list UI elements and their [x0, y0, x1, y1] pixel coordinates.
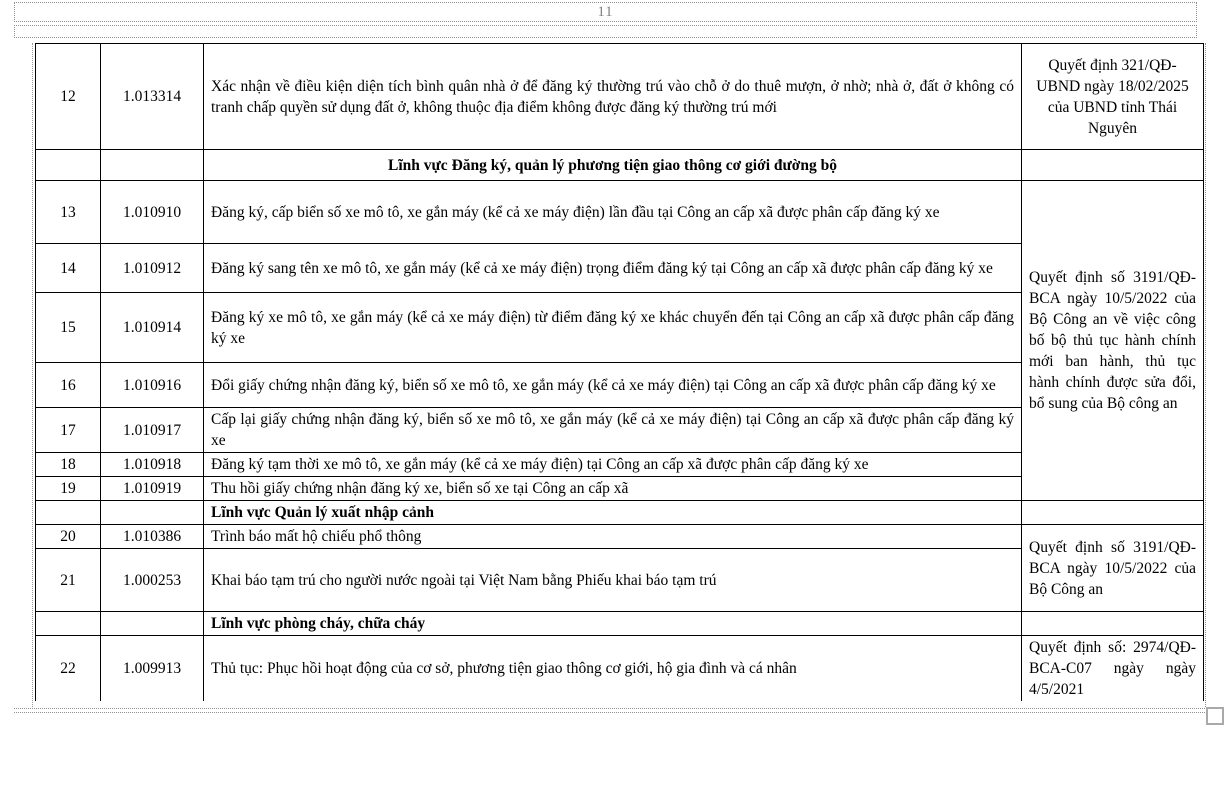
procedure-name-cell: Xác nhận về điều kiện diện tích bình quân nhà ở để đăng ký thường trú vào chỗ ở do thuê mượn, ở nhờ; nhà ở, đất ở không có tranh chấp quyền sử dụng đất ở, không thuộc địa điểm không được đăng ký thường trú mới: [204, 44, 1022, 150]
row-code-cell: 1.010912: [101, 244, 204, 293]
page-header-box: [14, 2, 1197, 22]
table-row: [36, 44, 1204, 150]
row-no-cell: [36, 501, 101, 525]
row-code-cell: 1.013314: [101, 44, 204, 150]
row-no-cell: 21: [36, 549, 101, 612]
text-boundary-left: [32, 43, 33, 709]
row-no-cell: 14: [36, 244, 101, 293]
header-spacer-box: [14, 25, 1197, 38]
procedure-name-cell: Đăng ký tạm thời xe mô tô, xe gắn máy (kể cả xe máy điện) tại Công an cấp xã được phân cấp đăng ký xe: [204, 453, 1022, 477]
legal-ref-cell: Quyết định số 3191/QĐ-BCA ngày 10/5/2022 của Bộ Công an: [1022, 525, 1204, 612]
row-code-cell: 1.000253: [101, 549, 204, 612]
legal-ref-cell: Quyết định số 3191/QĐ-BCA ngày 10/5/2022 của Bộ Công an về việc công bố bộ thủ tục hành chính mới ban hành, thủ tục hành chính được sửa đổi, bổ sung của Bộ công an: [1022, 181, 1204, 501]
procedure-name-cell: Thủ tục: Phục hồi hoạt động của cơ sở, phương tiện giao thông cơ giới, hộ gia đình và cá nhân: [204, 636, 1022, 702]
row-no-cell: 15: [36, 293, 101, 363]
procedure-name-cell: Đăng ký sang tên xe mô tô, xe gắn máy (kể cả xe máy điện) trọng điểm đăng ký tại Công an cấp xã được phân cấp đăng ký xe: [204, 244, 1022, 293]
table-row: [36, 181, 1204, 244]
section-title: Lĩnh vực phòng cháy, chữa cháy: [204, 612, 1022, 636]
row-no-cell: 12: [36, 44, 101, 150]
row-no-cell: 13: [36, 181, 101, 244]
row-code-cell: 1.010914: [101, 293, 204, 363]
legal-ref-cell: [1022, 150, 1204, 181]
text-boundary-bottom: [14, 708, 1205, 713]
procedure-name-cell: Trình báo mất hộ chiếu phổ thông: [204, 525, 1022, 549]
row-no-cell: 16: [36, 363, 101, 408]
section-row: [36, 501, 1204, 525]
row-code-cell: 1.010917: [101, 408, 204, 453]
section-row: [36, 612, 1204, 636]
row-code-cell: [101, 150, 204, 181]
row-code-cell: 1.010919: [101, 477, 204, 501]
table-row: [36, 636, 1204, 702]
table-row: [36, 525, 1204, 549]
row-code-cell: 1.010386: [101, 525, 204, 549]
procedure-name-cell: Đổi giấy chứng nhận đăng ký, biển số xe mô tô, xe gắn máy (kể cả xe máy điện) tại Công an cấp xã được phân cấp đăng ký xe: [204, 363, 1022, 408]
procedure-name-cell: Đăng ký, cấp biển số xe mô tô, xe gắn máy (kể cả xe máy điện) lần đầu tại Công an cấp xã được phân cấp đăng ký xe: [204, 181, 1022, 244]
page-number: 11: [597, 4, 614, 20]
section-row: [36, 150, 1204, 181]
row-no-cell: 17: [36, 408, 101, 453]
procedure-name-cell: Cấp lại giấy chứng nhận đăng ký, biển số xe mô tô, xe gắn máy (kể cả xe máy điện) tại Công an cấp xã được phân cấp đăng ký xe: [204, 408, 1022, 453]
procedure-name-cell: Thu hồi giấy chứng nhận đăng ký xe, biển số xe tại Công an cấp xã: [204, 477, 1022, 501]
row-no-cell: 22: [36, 636, 101, 702]
procedures-table: [35, 43, 1204, 701]
row-code-cell: [101, 612, 204, 636]
row-code-cell: [101, 501, 204, 525]
page-break-marker: [1206, 707, 1224, 725]
row-code-cell: 1.009913: [101, 636, 204, 702]
row-code-cell: 1.010916: [101, 363, 204, 408]
legal-ref-cell: Quyết định 321/QĐ-UBND ngày 18/02/2025 của UBND tỉnh Thái Nguyên: [1022, 44, 1204, 150]
legal-ref-cell: [1022, 612, 1204, 636]
row-no-cell: 19: [36, 477, 101, 501]
legal-ref-cell: Quyết định số: 2974/QĐ-BCA-C07 ngày ngày 4/5/2021: [1022, 636, 1204, 702]
text-boundary-right: [1205, 43, 1206, 707]
procedure-name-cell: Đăng ký xe mô tô, xe gắn máy (kể cả xe máy điện) từ điểm đăng ký xe khác chuyển đến tại Công an cấp xã được phân cấp đăng ký xe: [204, 293, 1022, 363]
procedure-name-cell: Khai báo tạm trú cho người nước ngoài tại Việt Nam bằng Phiếu khai báo tạm trú: [204, 549, 1022, 612]
row-code-cell: 1.010910: [101, 181, 204, 244]
row-no-cell: [36, 150, 101, 181]
section-title: Lĩnh vực Quản lý xuất nhập cảnh: [204, 501, 1022, 525]
section-title: Lĩnh vực Đăng ký, quản lý phương tiện giao thông cơ giới đường bộ: [204, 150, 1022, 181]
row-code-cell: 1.010918: [101, 453, 204, 477]
legal-ref-cell: [1022, 501, 1204, 525]
row-no-cell: [36, 612, 101, 636]
row-no-cell: 20: [36, 525, 101, 549]
row-no-cell: 18: [36, 453, 101, 477]
